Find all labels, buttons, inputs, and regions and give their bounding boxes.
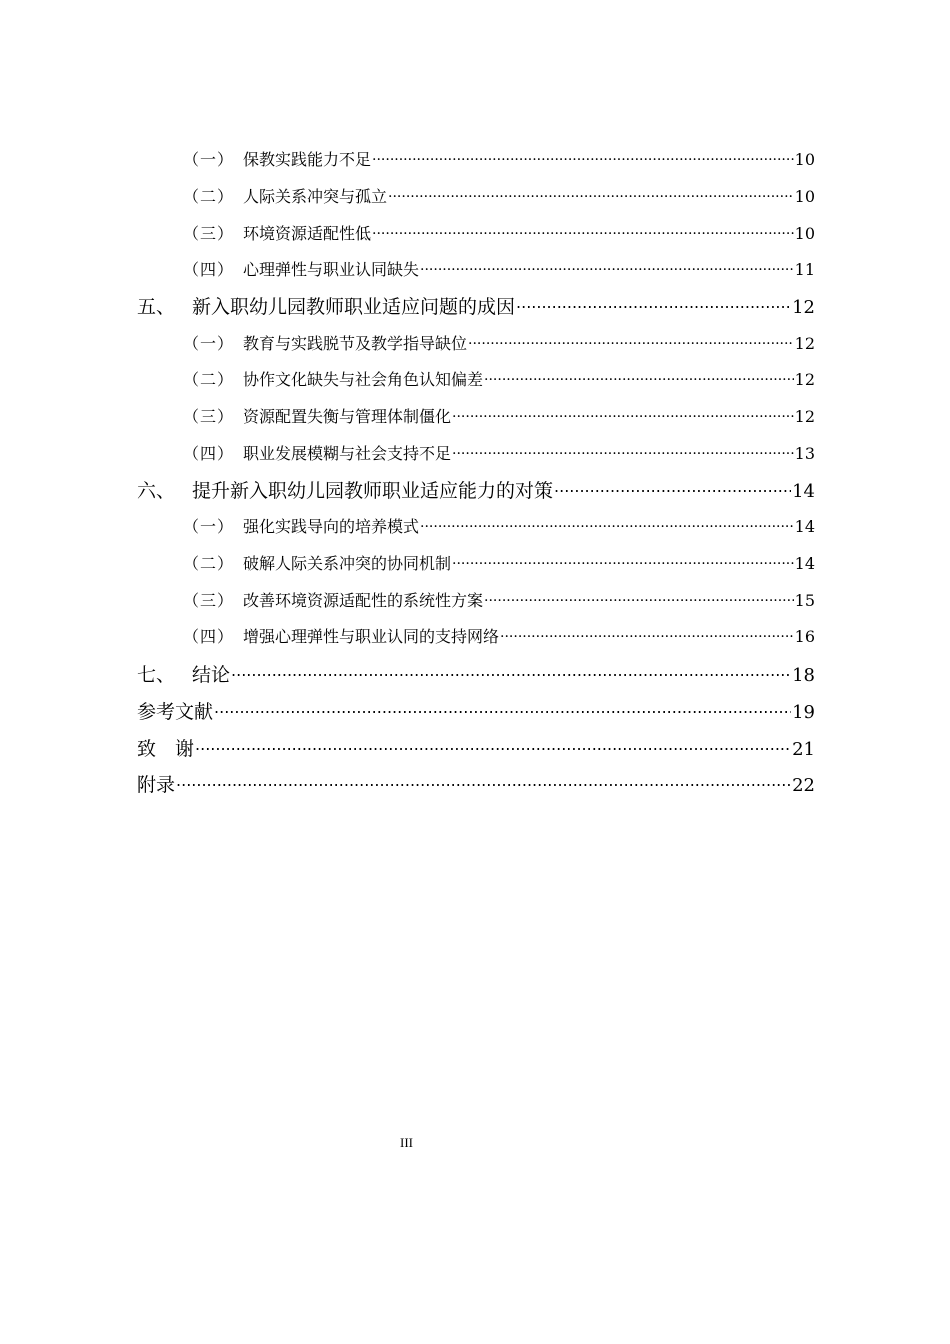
toc-entry-page: 14	[794, 554, 815, 573]
page-number-footer: III	[400, 1135, 413, 1150]
dot-leader	[388, 186, 794, 202]
toc-entry[interactable]	[183, 515, 815, 539]
toc-entry-title: 增强心理弹性与职业认同的支持网络	[243, 627, 500, 646]
toc-entry-title: 职业发展模糊与社会支持不足	[243, 444, 452, 463]
dot-leader	[500, 626, 794, 642]
dot-leader	[452, 443, 794, 459]
toc-entry-number: （四）	[183, 260, 235, 279]
toc-entry[interactable]	[183, 405, 815, 429]
toc-entry-number: （四）	[183, 444, 235, 463]
toc-chapter-page: 21	[792, 739, 815, 760]
dot-leader	[516, 294, 791, 313]
toc-chapter-entry[interactable]	[137, 293, 815, 321]
toc-entry[interactable]	[183, 148, 815, 172]
toc-entry-number: （一）	[183, 334, 235, 353]
toc-entry[interactable]	[183, 552, 815, 576]
toc-entry[interactable]	[183, 332, 815, 356]
toc-entry-title: 教育与实践脱节及教学指导缺位	[243, 334, 468, 353]
dot-leader	[372, 149, 794, 165]
toc-chapter-entry[interactable]	[137, 771, 815, 799]
toc-chapter-title: 提升新入职幼儿园教师职业适应能力的对策	[192, 480, 554, 502]
toc-entry-number: （一）	[183, 150, 235, 169]
toc-entry-page: 10	[794, 224, 815, 243]
dot-leader	[484, 369, 794, 385]
toc-entry-title: 改善环境资源适配性的系统性方案	[243, 591, 484, 610]
toc-chapter-page: 18	[792, 665, 815, 686]
toc-entry-page: 11	[794, 260, 815, 279]
dot-leader	[176, 772, 791, 791]
toc-entry-title: 破解人际关系冲突的协同机制	[243, 554, 452, 573]
dot-leader	[214, 699, 791, 718]
toc-chapter-number: 六、	[137, 480, 176, 502]
toc-entry[interactable]	[183, 442, 815, 466]
toc-chapter-page: 12	[792, 297, 815, 318]
toc-entry[interactable]	[183, 589, 815, 613]
toc-chapter-number: 七、	[137, 664, 176, 686]
toc-entry-title: 人际关系冲突与孤立	[243, 187, 388, 206]
toc-entry-number: （一）	[183, 517, 235, 536]
dot-leader	[195, 736, 791, 755]
toc-entry-page: 10	[794, 150, 815, 169]
toc-chapter-title: 参考文献	[137, 701, 214, 723]
dot-leader	[420, 259, 794, 275]
toc-entry-title: 强化实践导向的培养模式	[243, 517, 420, 536]
toc-entry[interactable]	[183, 625, 815, 649]
toc-entry[interactable]	[183, 185, 815, 209]
toc-entry-page: 12	[794, 370, 815, 389]
toc-entry-page: 12	[794, 334, 815, 353]
dot-leader	[452, 406, 794, 422]
toc-entry-number: （四）	[183, 627, 235, 646]
toc-entry-page: 10	[794, 187, 815, 206]
dot-leader	[484, 590, 794, 606]
toc-chapter-title: 结论	[192, 664, 231, 686]
toc-entry[interactable]	[183, 258, 815, 282]
toc-chapter-page: 22	[792, 775, 815, 796]
toc-chapter-title: 附录	[137, 774, 176, 796]
toc-chapter-entry[interactable]	[137, 698, 815, 726]
dot-leader	[468, 333, 794, 349]
dot-leader	[420, 516, 794, 532]
toc-entry-title: 保教实践能力不足	[243, 150, 372, 169]
toc-entry-page: 16	[794, 627, 815, 646]
dot-leader	[372, 223, 794, 239]
toc-entry-number: （二）	[183, 370, 235, 389]
dot-leader	[452, 553, 794, 569]
toc-entry-number: （三）	[183, 224, 235, 243]
toc-entry-page: 12	[794, 407, 815, 426]
dot-leader	[554, 478, 791, 497]
toc-chapter-title: 新入职幼儿园教师职业适应问题的成因	[192, 296, 516, 318]
toc-entry-page: 15	[794, 591, 815, 610]
toc-chapter-entry[interactable]	[137, 735, 815, 763]
toc-chapter-page: 14	[792, 481, 815, 502]
toc-entry-number: （三）	[183, 407, 235, 426]
toc-entry[interactable]	[183, 368, 815, 392]
toc-entry-number: （二）	[183, 187, 235, 206]
toc-chapter-entry[interactable]	[137, 661, 815, 689]
toc-chapter-page: 19	[792, 702, 815, 723]
toc-entry-title: 心理弹性与职业认同缺失	[243, 260, 420, 279]
toc-entry-page: 14	[794, 517, 815, 536]
toc-entry-page: 13	[794, 444, 815, 463]
toc-entry-title: 环境资源适配性低	[243, 224, 372, 243]
toc-chapter-entry[interactable]	[137, 477, 815, 505]
toc-entry-number: （二）	[183, 554, 235, 573]
toc-chapter-title: 致 谢	[137, 738, 195, 760]
toc-entry-title: 协作文化缺失与社会角色认知偏差	[243, 370, 484, 389]
toc-chapter-number: 五、	[137, 296, 176, 318]
toc-entry-number: （三）	[183, 591, 235, 610]
dot-leader	[231, 662, 791, 681]
toc-entry[interactable]	[183, 222, 815, 246]
toc-entry-title: 资源配置失衡与管理体制僵化	[243, 407, 452, 426]
